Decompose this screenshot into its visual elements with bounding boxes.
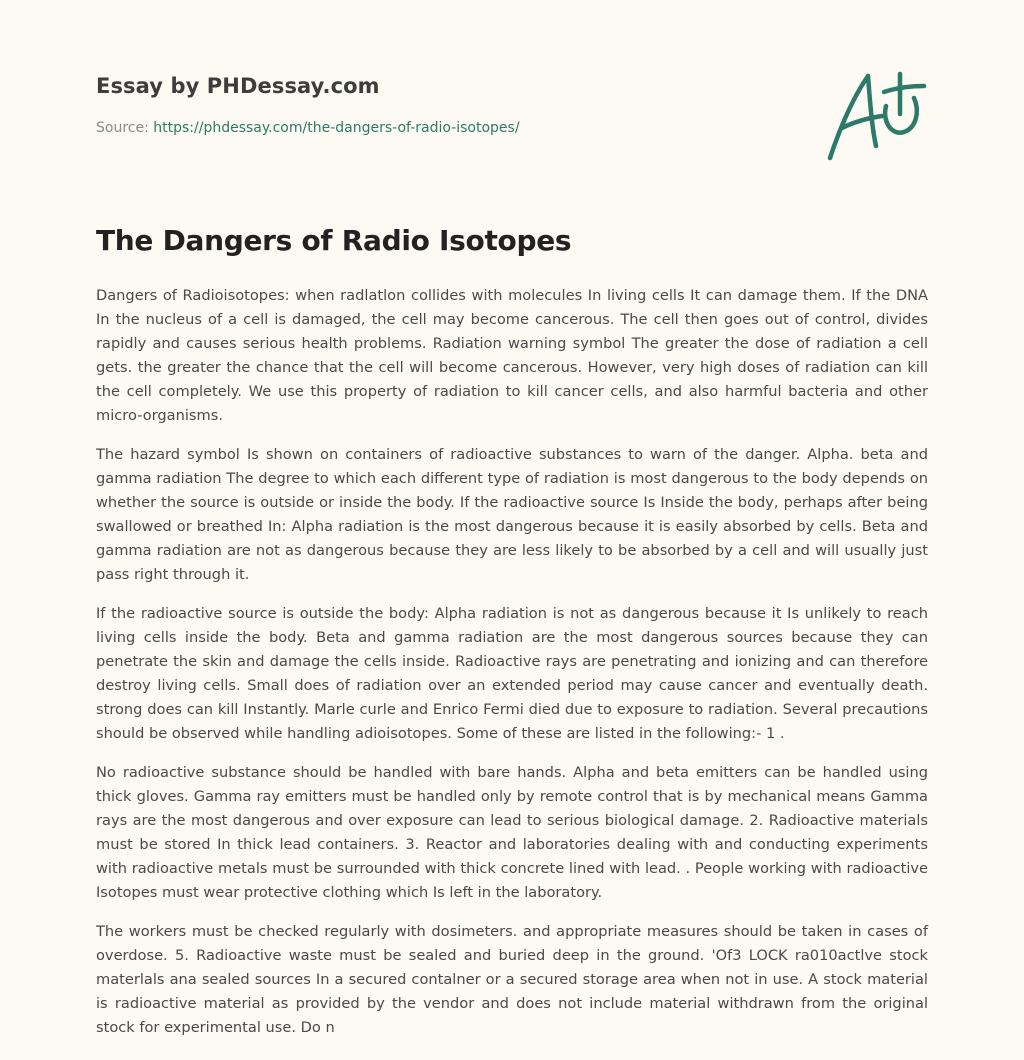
essay-paragraph: Dangers of Radioisotopes: when radlatlon collides with molecules In living cells It can damage them. If the DNA In the nucleus of a cell is damaged, the cell may become cancerous. The cell then goes out of control, divides rapidly and causes serious health problems. Radiation warning symbol The greater the dose of radiation a cell gets. the greater the chance that the cell will become cancerous. However, very high doses of radiation can kill the cell completely. We use this property of radiation to kill cancer cells, and also harmful bacteria and other micro-organisms.	[96, 287, 928, 424]
essay-paragraph: The hazard symbol Is shown on containers of radioactive substances to warn of the danger. Alpha. beta and gamma radiation The degree to which each different type of radiation is most dangerous to the body depends on whether the source is outside or inside the body. If the radioactive source Is Inside the body, perhaps after being swallowed or breathed In: Alpha radiation is the most dangerous because it is easily absorbed by cells. Beta and gamma radiation are not as dangerous because they are less likely to be absorbed by a cell and will usually just pass right through it.	[96, 446, 928, 583]
source-line	[96, 120, 796, 136]
source-label: Source:	[96, 120, 149, 136]
brand-title: Essay by PHDessay.com	[96, 74, 380, 98]
essay-title: The Dangers of Radio Isotopes	[96, 224, 572, 257]
document-header	[96, 74, 796, 136]
essay-paragraph: If the radioactive source is outside the body: Alpha radiation is not as dangerous because it Is unlikely to reach living cells inside the body. Beta and gamma radiation are the most dangerous sources because they can penetrate the skin and damage the cells inside. Radioactive rays are penetrating and ionizing and can therefore destroy living cells. Small does of radiation over an extended period may cause cancer and eventually death. strong does can kill Instantly. Marle curle and Enrico Fermi died due to exposure to radiation. Several precautions should be observed while handling adioisotopes. Some of these are listed in the following:- 1 .	[96, 605, 928, 742]
source-link[interactable]: https://phdessay.com/the-dangers-of-radio-isotopes/	[153, 120, 520, 136]
a-plus-logo-icon	[820, 66, 930, 166]
essay-body	[96, 284, 928, 1055]
essay-paragraph: No radioactive substance should be handled with bare hands. Alpha and beta emitters can be handled using thick gloves. Gamma ray emitters must be handled only by remote control that is by mechanical means Gamma rays are the most dangerous and over exposure can lead to serious biological damage. 2. Radioactive materials must be stored In thick lead containers. 3. Reactor and laboratories dealing with and conducting experiments with radioactive metals must be surrounded with thick concrete lined with lead. . People working with radioactive Isotopes must wear protective clothing which Is left in the laboratory.	[96, 764, 928, 901]
essay-paragraph: The workers must be checked regularly with dosimeters. and appropriate measures should be taken in cases of overdose. 5. Radioactive waste must be sealed and buried deep in the ground. 'Of3 LOCK ra010actlve stock materlals ana sealed sources In a secured contalner or a secured storage area when not in use. A stock material is radioactive material as provided by the vendor and does not include material withdrawn from the original stock for experimental use. Do n	[96, 923, 928, 1036]
